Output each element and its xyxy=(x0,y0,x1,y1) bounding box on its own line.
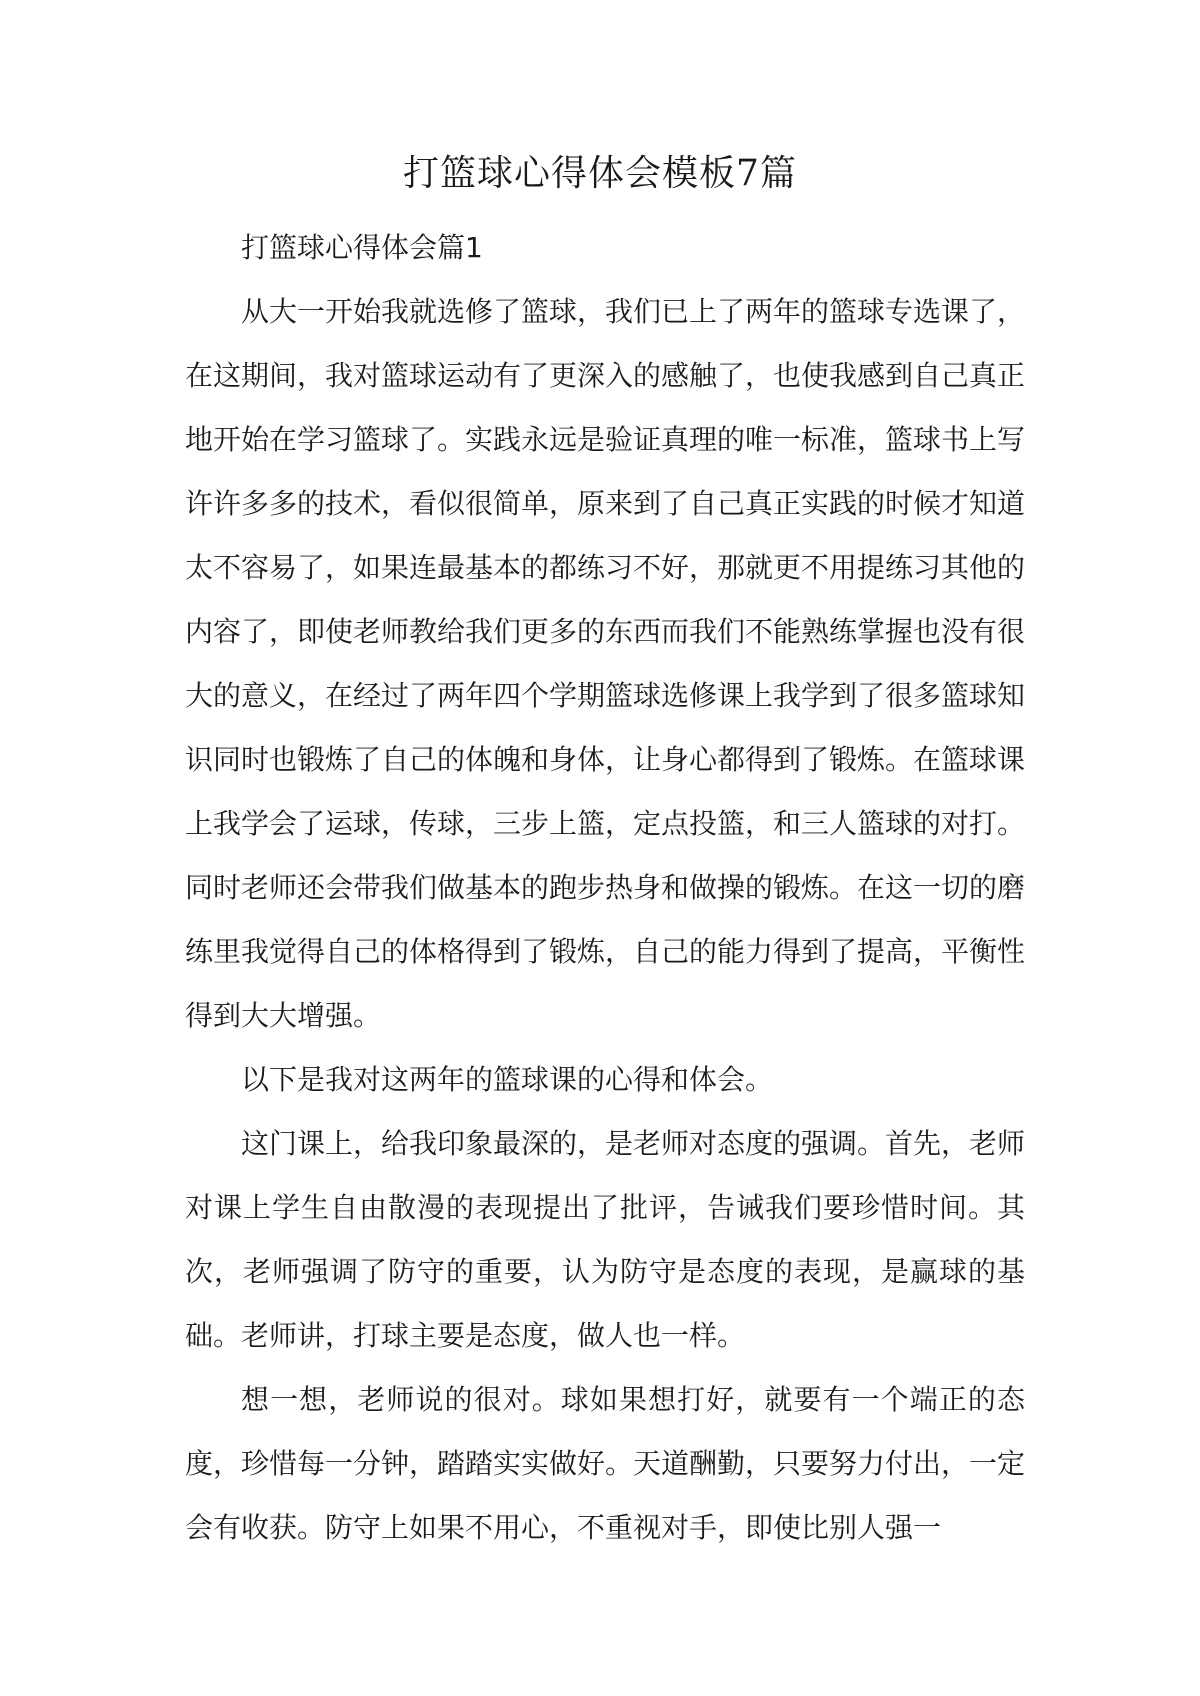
paragraph-2: 以下是我对这两年的篮球课的心得和体会。 xyxy=(241,1063,774,1096)
document-title: 打篮球心得体会模板7篇 xyxy=(403,153,797,194)
document-body xyxy=(185,216,1025,1560)
section-heading: 打篮球心得体会篇1 xyxy=(241,231,483,264)
paragraph-1: 从大一开始我就选修了篮球，我们已上了两年的篮球专选课了，在这期间，我对篮球运动有了更深入的感触了，也使我感到自己真正地开始在学习篮球了。实践永远是验证真理的唯一标准，篮球书上写许许多多的技术，看似很简单，原来到了自己真正实践的时候才知道太不容易了，如果连最基本的都练习不好，那就更不用提练习其他的内容了，即使老师教给我们更多的东西而我们不能熟练掌握也没有很大的意义，在经过了两年四个学期篮球选修课上我学到了很多篮球知识同时也锻炼了自己的体魄和身体，让身心都得到了锻炼。在篮球课上我学会了运球，传球，三步上篮，定点投篮，和三人篮球的对打。同时老师还会带我们做基本的跑步热身和做操的锻炼。在这一切的磨练里我觉得自己的体格得到了锻炼，自己的能力得到了提高，平衡性得到大大增强。 xyxy=(185,295,1026,1032)
paragraph-3: 这门课上，给我印象最深的，是老师对态度的强调。首先，老师对课上学生自由散漫的表现提出了批评，告诫我们要珍惜时间。其次，老师强调了防守的重要，认为防守是态度的表现，是赢球的基础。老师讲，打球主要是态度，做人也一样。 xyxy=(185,1127,1026,1352)
paragraph-4: 想一想，老师说的很对。球如果想打好，就要有一个端正的态度，珍惜每一分钟，踏踏实实做好。天道酬勤，只要努力付出，一定会有收获。防守上如果不用心，不重视对手，即使比别人强一 xyxy=(185,1383,1026,1544)
